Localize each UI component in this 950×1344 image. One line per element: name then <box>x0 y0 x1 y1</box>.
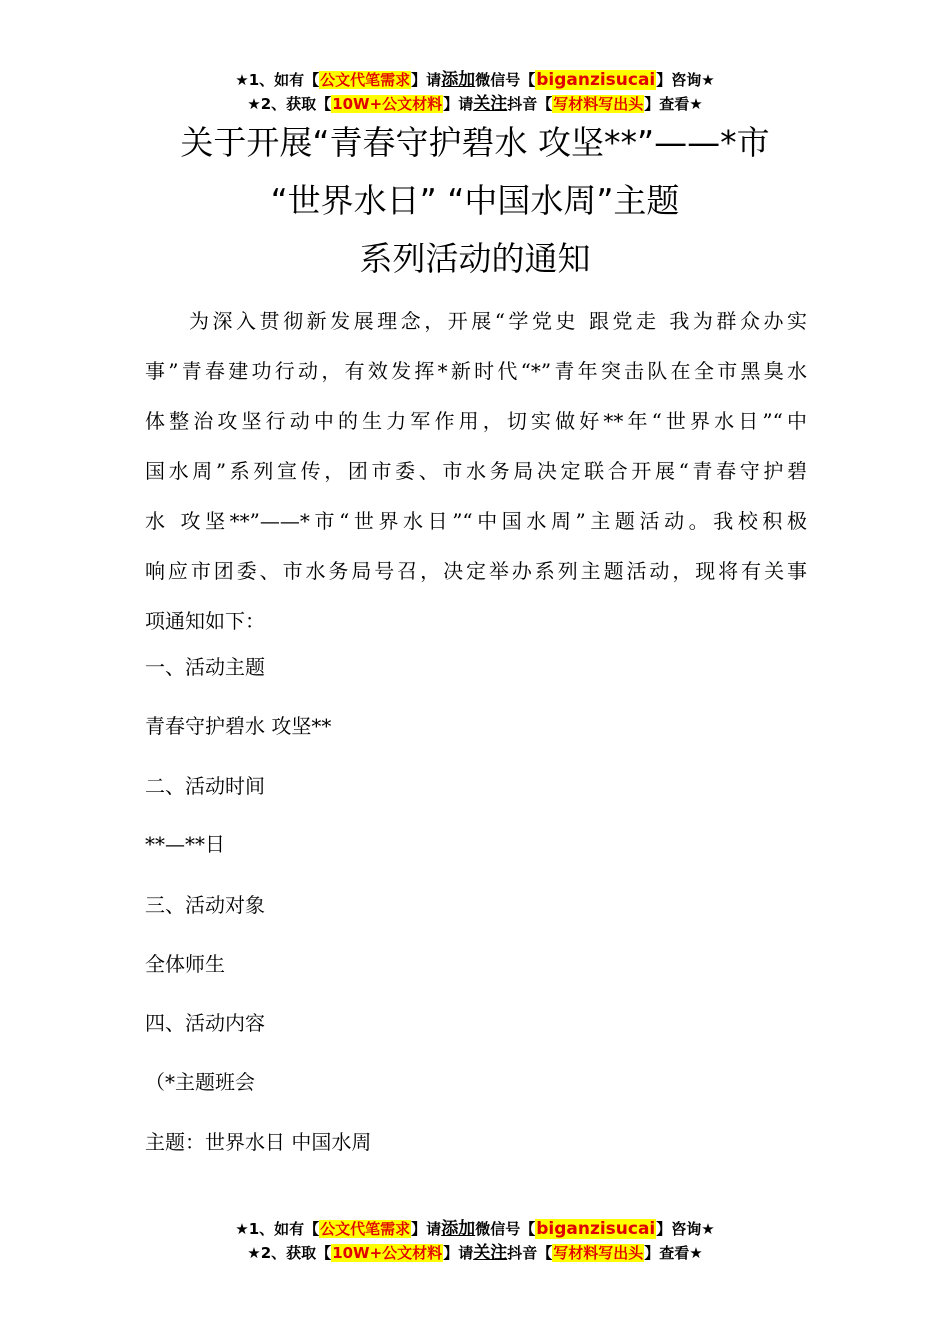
promo-text: 抖音【 <box>507 95 553 113</box>
section-4-subheading: （*主题班会 <box>145 1070 255 1094</box>
promo-text: 2、获取【 <box>260 1244 332 1262</box>
paragraph-line: 体整治攻坚行动中的生力军作用，切实做好**年“世界水日”“中 <box>145 409 807 433</box>
doc-title-line-2: “世界水日” “中国水周”主题 <box>270 181 680 220</box>
doc-title-line-3: 系列活动的通知 <box>359 239 591 278</box>
promo-text: 】请 <box>443 95 474 113</box>
paragraph-line: 项通知如下： <box>145 609 265 633</box>
promo-underline: 添加 <box>441 70 476 90</box>
promo-text: 1、如有【 <box>248 71 320 89</box>
star-icon: ★ <box>235 1220 249 1238</box>
promo-text: 】请 <box>411 1220 442 1238</box>
promo-highlight: 10W+公文材料 <box>332 1244 443 1262</box>
wechat-id-highlight: biganzisucai <box>536 70 656 90</box>
promo-text: 】请 <box>411 71 442 89</box>
promo-text: 1、如有【 <box>248 1220 320 1238</box>
paragraph-line: 为深入贯彻新发展理念，开展“学党史 跟党走 我为群众办实 <box>189 309 807 333</box>
promo-text: 2、获取【 <box>260 95 332 113</box>
promo-text: 】查看★ <box>644 95 703 113</box>
star-icon: ★ <box>247 1244 261 1262</box>
paragraph-line: 国水周”系列宣传，团市委、市水务局决定联合开展“青春守护碧 <box>145 459 807 483</box>
promo-line-2 <box>0 1241 950 1265</box>
section-4-theme: 主题：世界水日 中国水周 <box>145 1130 372 1154</box>
section-2-content: **—**日 <box>145 832 225 856</box>
promo-text: 】咨询★ <box>656 1220 715 1238</box>
promo-text: 】请 <box>443 1244 474 1262</box>
promo-line-1 <box>0 1217 950 1241</box>
promo-text: 微信号【 <box>475 71 536 89</box>
promo-line-1 <box>0 68 950 92</box>
star-icon: ★ <box>247 95 261 113</box>
paragraph-line: 响应市团委、市水务局号召，决定举办系列主题活动，现将有关事 <box>145 559 807 583</box>
promo-underline: 添加 <box>441 1219 476 1239</box>
section-1-content: 青春守护碧水 攻坚** <box>145 714 332 738</box>
promo-text: 微信号【 <box>475 1220 536 1238</box>
section-3-heading: 三、活动对象 <box>145 893 265 917</box>
doc-title-line-1: 关于开展“青春守护碧水 攻坚**”——*市 <box>180 123 770 162</box>
paragraph-line: 水 攻坚**”——*市“世界水日”“中国水周”主题活动。我校积极 <box>145 509 807 533</box>
intro-paragraph <box>145 296 807 646</box>
promo-underline: 关注 <box>473 1243 508 1263</box>
promo-line-2 <box>0 92 950 116</box>
section-3-content: 全体师生 <box>145 952 225 976</box>
section-4-heading: 四、活动内容 <box>145 1011 265 1035</box>
promo-highlight: 公文代笔需求 <box>320 71 411 89</box>
promo-text: 】咨询★ <box>656 71 715 89</box>
section-2-heading: 二、活动时间 <box>145 774 265 798</box>
promo-banner-bottom <box>0 1217 950 1265</box>
promo-text: 】查看★ <box>644 1244 703 1262</box>
douyin-highlight: 写材料写出头 <box>553 1244 644 1262</box>
paragraph-line: 事”青春建功行动，有效发挥*新时代“*”青年突击队在全市黑臭水 <box>145 359 807 383</box>
promo-underline: 关注 <box>473 94 508 114</box>
promo-highlight: 10W+公文材料 <box>332 95 443 113</box>
star-icon: ★ <box>235 71 249 89</box>
promo-highlight: 公文代笔需求 <box>320 1220 411 1238</box>
wechat-id-highlight: biganzisucai <box>536 1219 656 1239</box>
douyin-highlight: 写材料写出头 <box>553 95 644 113</box>
section-1-heading: 一、活动主题 <box>145 655 265 679</box>
promo-text: 抖音【 <box>507 1244 553 1262</box>
promo-banner-top <box>0 68 950 116</box>
